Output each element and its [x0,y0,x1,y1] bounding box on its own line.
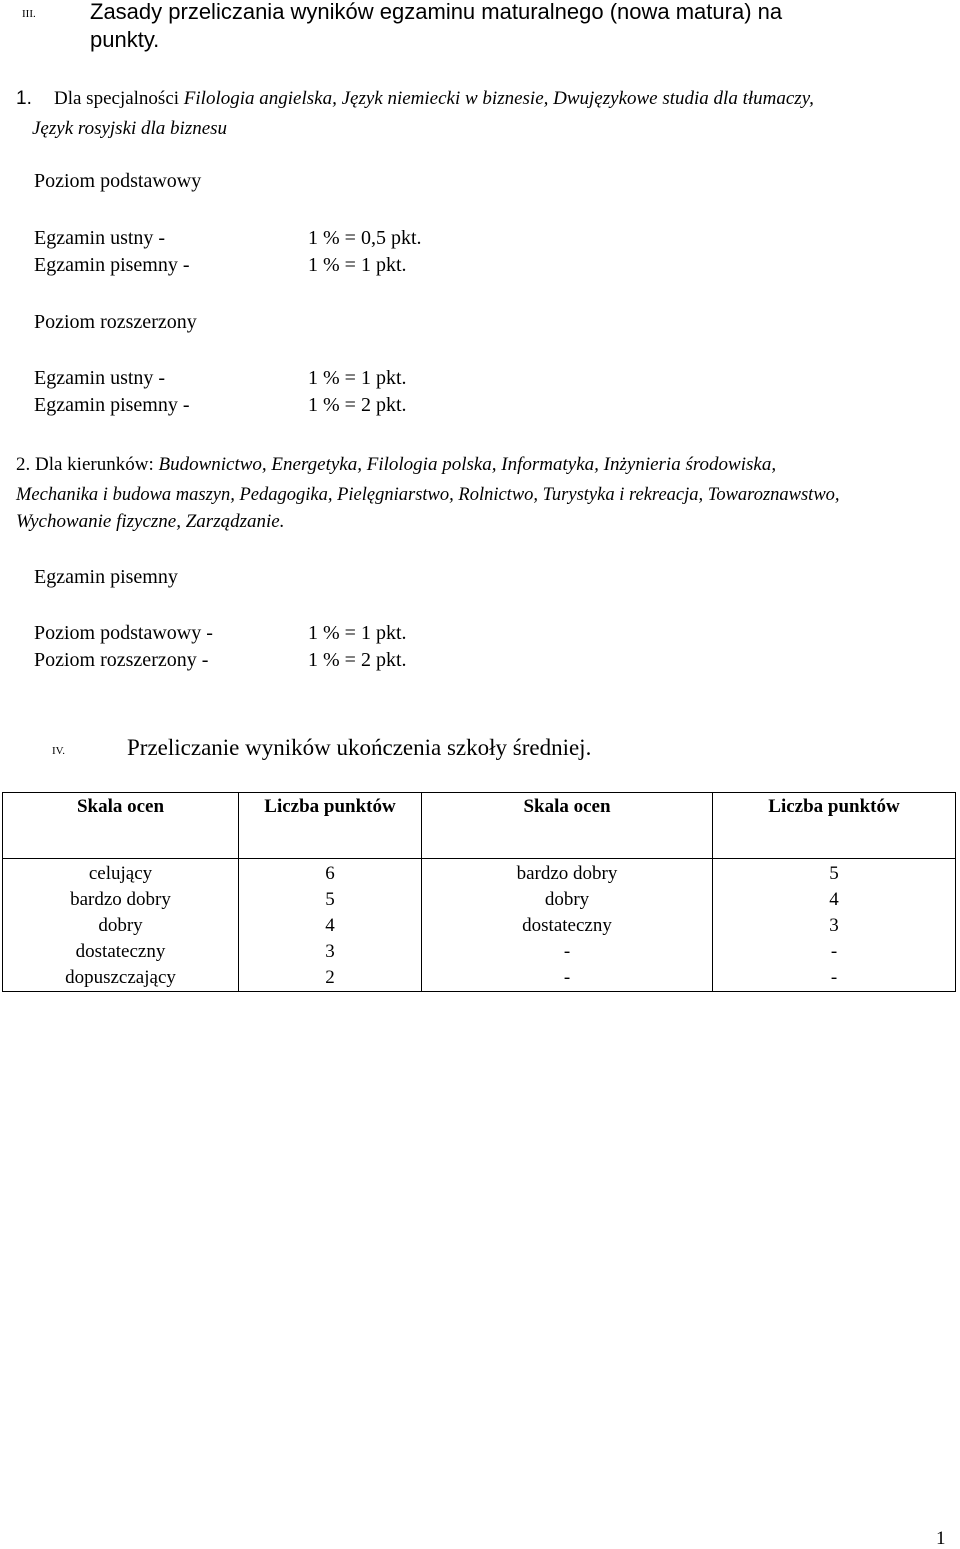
basic-level-value: 1 % = 1 pkt. [308,622,407,644]
table-row [3,887,956,913]
oral-exam-value: 1 % = 0,5 pkt. [308,227,422,249]
item-1-text [54,86,954,112]
table-cell: 4 [713,887,956,913]
item-1-specializations-cont: Język rosyjski dla biznesu [32,118,228,139]
table-cell: dobry [3,913,239,939]
table-cell: dobry [422,887,713,913]
extended-level-label: Poziom rozszerzony - [34,649,209,671]
table-row [3,859,956,888]
item-number: 1. [16,88,32,109]
written-exam-value: 1 % = 1 pkt. [308,254,407,276]
item-number: 2. [16,454,31,475]
column-header: Liczba punktów [713,793,956,859]
item-2-line-1 [16,452,776,478]
extended-level-heading: Poziom rozszerzony [34,311,197,333]
table-row [3,939,956,965]
table-cell: bardzo dobry [422,859,713,888]
table-cell: dostateczny [3,939,239,965]
table-cell: - [713,965,956,992]
table-cell: 6 [239,859,422,888]
item-2-majors-line-1: Budownictwo, Energetyka, Filologia polska, Informatyka, Inżynieria środowiska, [158,454,777,475]
table-cell: - [422,939,713,965]
oral-exam-label: Egzamin ustny - [34,227,166,249]
extended-level-value: 1 % = 2 pkt. [308,649,407,671]
column-header: Skala ocen [3,793,239,859]
table-cell: 5 [239,887,422,913]
table-cell: 5 [713,859,956,888]
column-header: Skala ocen [422,793,713,859]
table-cell: bardzo dobry [3,887,239,913]
item-2-majors-line-3: Wychowanie fizyczne, Zarządzanie. [16,511,285,532]
table-cell: 3 [239,939,422,965]
table-cell: celujący [3,859,239,888]
basic-level-label: Poziom podstawowy - [34,622,213,644]
section-numeral: IV. [52,745,65,757]
column-header: Liczba punktów [239,793,422,859]
written-exam-label: Egzamin pisemny - [34,254,190,276]
item-1-intro: Dla specjalności [54,88,180,109]
oral-exam-label: Egzamin ustny - [34,367,166,389]
written-exam-heading: Egzamin pisemny [34,566,178,588]
section-numeral: III. [22,8,36,20]
table-cell: - [422,965,713,992]
section-title: Przeliczanie wyników ukończenia szkoły średniej. [127,735,592,760]
table-cell: dopuszczający [3,965,239,992]
table-cell: dostateczny [422,913,713,939]
table-header-row [3,793,956,859]
written-exam-value: 1 % = 2 pkt. [308,394,407,416]
item-2-majors-line-2: Mechanika i budowa maszyn, Pedagogika, Pielęgniarstwo, Rolnictwo, Turystyka i rekreacja, Towaroznawstwo, [16,485,840,505]
section-title [90,0,782,54]
grades-table [2,792,956,992]
table-row [3,913,956,939]
table-cell: - [713,939,956,965]
basic-level-heading: Poziom podstawowy [34,170,202,192]
table-cell: 2 [239,965,422,992]
oral-exam-value: 1 % = 1 pkt. [308,367,407,389]
table-cell: 3 [713,913,956,939]
section-title-line-1: Zasady przeliczania wyników egzaminu maturalnego (nowa matura) na [90,0,783,24]
written-exam-label: Egzamin pisemny - [34,394,190,416]
item-2-intro: Dla kierunków: [35,454,154,475]
page-number: 1 [936,1528,946,1549]
table-cell: 4 [239,913,422,939]
table-row [3,965,956,992]
item-1-specializations: Filologia angielska, Język niemiecki w biznesie, Dwujęzykowe studia dla tłumaczy, [183,88,814,109]
section-title-line-2: punkty. [90,27,160,52]
